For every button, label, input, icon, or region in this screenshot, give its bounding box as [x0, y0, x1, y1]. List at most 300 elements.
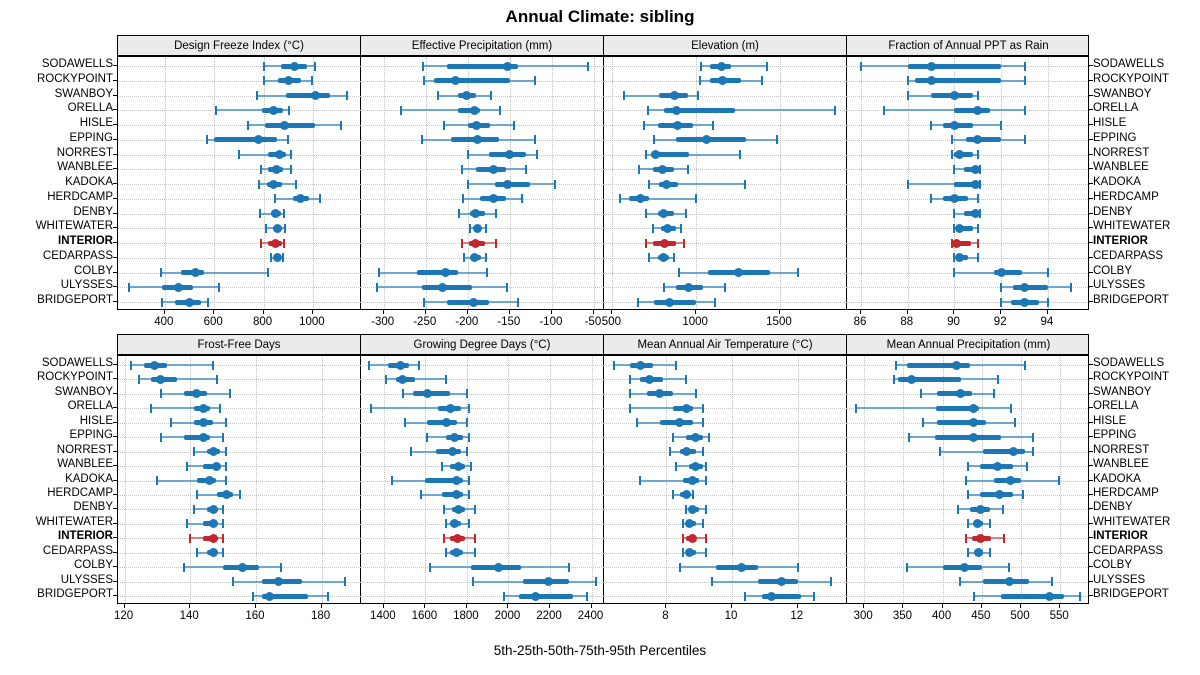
median-dot	[398, 375, 407, 384]
percentile-box-25-75	[935, 435, 1002, 440]
station-label-right: DENBY	[1093, 501, 1133, 514]
station-label-left: EPPING	[69, 131, 113, 144]
plot-strip	[117, 355, 1089, 604]
percentile-box-25-75	[937, 391, 971, 396]
median-dot	[452, 476, 461, 485]
station-label-right: SODAWELLS	[1093, 58, 1165, 70]
median-dot	[472, 121, 481, 130]
median-dot	[651, 150, 660, 159]
whisker-cap-95th	[290, 150, 292, 159]
whisker-cap-5th	[648, 180, 650, 189]
whisker-cap-5th	[973, 592, 975, 601]
figure-title: Annual Climate: sibling	[505, 7, 695, 26]
whisker-cap-95th	[225, 418, 227, 427]
median-dot	[441, 268, 450, 277]
median-dot	[971, 209, 980, 218]
row-gridline	[118, 214, 361, 215]
x-tick	[731, 604, 732, 608]
whisker-cap-95th	[216, 375, 218, 384]
whisker-cap-95th	[445, 375, 447, 384]
median-dot	[645, 375, 654, 384]
median-dot	[531, 592, 540, 601]
whisker-cap-5th	[965, 534, 967, 543]
x-tick-label: 92	[993, 316, 1007, 328]
median-dot	[952, 239, 961, 248]
percentile-range-5-95	[401, 109, 500, 111]
median-dot	[265, 592, 274, 601]
whisker-cap-5th	[860, 62, 862, 71]
median-dot	[423, 389, 432, 398]
x-tick-label: -300	[371, 316, 395, 328]
panel-title-frost-free-days: Frost-Free Days	[118, 335, 361, 354]
panel-header-strip	[117, 334, 1089, 355]
median-dot	[471, 239, 480, 248]
whisker-cap-95th	[761, 76, 763, 85]
median-dot	[544, 577, 553, 586]
station-label-left: INTERIOR	[58, 235, 113, 247]
whisker-cap-5th	[186, 519, 188, 528]
whisker-cap-95th	[766, 62, 768, 71]
whisker-cap-95th	[1008, 563, 1010, 572]
x-tick-label: 800	[252, 316, 273, 328]
station-tick-left	[113, 393, 117, 394]
whisker-cap-95th	[1024, 135, 1026, 144]
whisker-cap-95th	[525, 165, 527, 174]
station-label-right: HISLE	[1093, 117, 1127, 129]
x-tick-label: -250	[413, 316, 437, 328]
median-dot	[450, 433, 459, 442]
station-label-right: ORELLA	[1093, 400, 1139, 413]
whisker-cap-5th	[744, 592, 746, 601]
row-gridline	[361, 394, 604, 395]
whisker-cap-95th	[675, 361, 677, 370]
whisker-cap-95th	[1024, 361, 1026, 370]
whisker-cap-5th	[639, 476, 641, 485]
whisker-cap-95th	[989, 548, 991, 557]
whisker-cap-95th	[474, 548, 476, 557]
whisker-cap-95th	[517, 298, 519, 307]
whisker-cap-95th	[287, 135, 289, 144]
station-label-left: COLBY	[74, 264, 113, 277]
median-dot	[662, 180, 671, 189]
median-dot	[185, 298, 194, 307]
station-label-right: SWANBOY	[1093, 87, 1152, 100]
station-label-left: INTERIOR	[58, 530, 113, 543]
station-tick-left	[113, 465, 117, 466]
x-tick	[321, 604, 322, 608]
row-gridline	[118, 169, 361, 170]
x-tick	[1000, 310, 1001, 314]
median-dot	[927, 76, 936, 85]
row-gridline	[118, 452, 361, 453]
whisker-cap-5th	[638, 165, 640, 174]
x-tick	[665, 604, 666, 608]
whisker-cap-5th	[629, 404, 631, 413]
percentiles-caption: 5th-25th-50th-75th-95th Percentiles	[493, 643, 707, 658]
whisker-cap-95th	[282, 253, 284, 262]
whisker-cap-95th	[797, 563, 799, 572]
whisker-cap-5th	[443, 505, 445, 514]
whisker-cap-5th	[678, 268, 680, 277]
median-dot	[462, 91, 471, 100]
station-tick-left	[113, 422, 117, 423]
whisker-cap-95th	[311, 76, 313, 85]
row-gridline	[847, 302, 1090, 303]
whisker-cap-5th	[238, 150, 240, 159]
station-label-left: HERDCAMP	[47, 486, 113, 499]
whisker-cap-95th	[1026, 462, 1028, 471]
station-label-left: CEDARPASS	[42, 544, 113, 557]
row-gridline	[604, 452, 847, 453]
whisker-cap-95th	[977, 239, 979, 248]
median-dot	[718, 76, 727, 85]
x-tick	[255, 604, 256, 608]
station-label-left: SODAWELLS	[41, 58, 113, 70]
row-gridline	[118, 553, 361, 554]
whisker-cap-95th	[283, 209, 285, 218]
median-dot	[1020, 283, 1029, 292]
whisker-cap-5th	[462, 194, 464, 203]
median-dot	[997, 268, 1006, 277]
station-label-right: ROCKYPOINT	[1093, 72, 1170, 85]
median-dot	[505, 150, 514, 159]
row-gridline	[604, 538, 847, 539]
row-gridline	[118, 437, 361, 438]
x-tick-label: 400	[932, 610, 952, 622]
whisker-cap-5th	[189, 534, 191, 543]
station-label-right: KADOKA	[1093, 472, 1141, 485]
x-tick	[907, 310, 908, 314]
whisker-cap-5th	[957, 505, 959, 514]
x-tick	[425, 310, 426, 314]
whisker-cap-95th	[470, 462, 472, 471]
median-dot	[688, 505, 697, 514]
station-label-right: NORREST	[1093, 443, 1150, 456]
median-dot	[955, 224, 964, 233]
panel-growing-degree-days-c	[361, 356, 604, 603]
whisker-cap-5th	[252, 592, 254, 601]
x-tick-label: -200	[455, 316, 479, 328]
station-tick-left	[113, 451, 117, 452]
median-dot	[1009, 447, 1018, 456]
whisker-cap-5th	[629, 389, 631, 398]
median-dot	[777, 577, 786, 586]
station-tick-left	[113, 198, 117, 199]
median-dot	[737, 563, 746, 572]
station-tick-left	[113, 213, 117, 214]
whisker-cap-5th	[263, 76, 265, 85]
median-dot	[1045, 592, 1054, 601]
whisker-cap-5th	[652, 224, 654, 233]
whisker-cap-5th	[959, 577, 961, 586]
x-tick	[164, 310, 165, 314]
panel-header-strip	[117, 35, 1089, 56]
percentile-box-25-75	[519, 594, 573, 599]
x-tick	[189, 604, 190, 608]
median-dot	[199, 433, 208, 442]
whisker-cap-5th	[907, 76, 909, 85]
median-dot	[927, 62, 936, 71]
median-dot	[192, 389, 201, 398]
panel-title-fraction-of-annual-ppt-as-rain: Fraction of Annual PPT as Rain	[888, 39, 1049, 52]
row-gridline	[118, 423, 361, 424]
percentile-box-25-75	[654, 300, 696, 305]
median-dot	[688, 534, 697, 543]
x-tick-label: 94	[1040, 316, 1054, 328]
median-dot	[973, 135, 982, 144]
row-gridline	[604, 495, 847, 496]
row-gridline	[118, 243, 361, 244]
percentile-box-25-75	[676, 137, 746, 142]
row-gridline	[118, 509, 361, 510]
row-gridline	[118, 302, 361, 303]
whisker-cap-5th	[402, 389, 404, 398]
median-dot	[269, 106, 278, 115]
median-dot	[274, 577, 283, 586]
whisker-cap-95th	[977, 150, 979, 159]
row-gridline	[118, 466, 361, 467]
whisker-cap-95th	[513, 121, 515, 130]
station-label-left: ROCKYPOINT	[36, 72, 113, 85]
median-dot	[950, 121, 959, 130]
whisker-cap-95th	[1079, 592, 1081, 601]
whisker-cap-5th	[370, 404, 372, 413]
station-label-right: WHITEWATER	[1093, 220, 1171, 233]
station-label-left: CEDARPASS	[42, 249, 113, 262]
station-label-right: KADOKA	[1093, 176, 1141, 188]
median-dot	[451, 76, 460, 85]
row-gridline	[118, 66, 361, 67]
whisker-cap-5th	[629, 375, 631, 384]
percentile-box-25-75	[1001, 594, 1064, 599]
row-gridline	[361, 452, 604, 453]
median-dot	[672, 106, 681, 115]
whisker-cap-95th	[468, 433, 470, 442]
x-tick-label: 90	[947, 316, 960, 328]
whisker-cap-5th	[645, 209, 647, 218]
whisker-cap-95th	[1051, 577, 1053, 586]
station-label-right: HISLE	[1093, 414, 1127, 427]
median-dot	[995, 490, 1004, 499]
whisker-cap-95th	[697, 91, 699, 100]
station-label-left: WHITEWATER	[35, 220, 113, 233]
x-tick	[1047, 310, 1048, 314]
median-dot	[396, 361, 405, 370]
whisker-cap-95th	[219, 404, 221, 413]
median-dot	[209, 519, 218, 528]
median-dot	[212, 462, 221, 471]
station-tick-left	[113, 364, 117, 365]
station-tick-left	[113, 124, 117, 125]
whisker-cap-95th	[468, 519, 470, 528]
x-tick-label: 1400	[370, 610, 396, 622]
whisker-cap-5th	[378, 268, 380, 277]
row-gridline	[361, 437, 604, 438]
panel-title-mean-annual-air-temperature-c: Mean Annual Air Temperature (°C)	[604, 335, 847, 354]
median-dot	[199, 404, 208, 413]
whisker-cap-95th	[554, 180, 556, 189]
whisker-cap-5th	[426, 433, 428, 442]
whisker-cap-95th	[692, 490, 694, 499]
whisker-cap-95th	[474, 505, 476, 514]
whisker-cap-95th	[714, 298, 716, 307]
x-tick-label: 86	[853, 316, 867, 328]
whisker-cap-5th	[895, 361, 897, 370]
whisker-cap-5th	[663, 283, 665, 292]
panel-title-elevation-m: Elevation (m)	[604, 36, 847, 55]
station-label-right: ULYSSES	[1093, 573, 1146, 586]
percentile-box-25-75	[966, 137, 1001, 142]
whisker-cap-95th	[225, 462, 227, 471]
x-tick-label: 1600	[411, 610, 438, 622]
panel-mean-annual-precipitation-mm	[847, 356, 1090, 603]
median-dot	[976, 534, 985, 543]
station-label-left: KADOKA	[65, 472, 113, 485]
whisker-cap-5th	[908, 433, 910, 442]
whisker-cap-95th	[977, 253, 979, 262]
whisker-cap-95th	[466, 447, 468, 456]
median-dot	[971, 180, 980, 189]
x-tick-label: 500	[1010, 610, 1030, 622]
median-dot	[470, 106, 479, 115]
whisker-cap-95th	[295, 180, 297, 189]
whisker-cap-95th	[1032, 447, 1034, 456]
station-label-left: DENBY	[73, 501, 113, 514]
whisker-cap-5th	[930, 194, 932, 203]
x-tick	[593, 310, 594, 314]
median-dot	[453, 534, 462, 543]
whisker-cap-5th	[967, 490, 969, 499]
x-tick	[424, 604, 425, 608]
station-label-left: SODAWELLS	[41, 357, 113, 369]
median-dot	[960, 563, 969, 572]
whisker-cap-95th	[813, 592, 815, 601]
x-tick-label: 140	[179, 610, 199, 622]
median-dot	[209, 548, 218, 557]
whisker-cap-95th	[702, 519, 704, 528]
station-tick-left	[113, 552, 117, 553]
x-tick	[1020, 604, 1021, 608]
median-dot	[471, 209, 480, 218]
whisker-cap-95th	[468, 490, 470, 499]
whisker-cap-95th	[319, 194, 321, 203]
whisker-cap-5th	[922, 418, 924, 427]
row-gridline	[604, 437, 847, 438]
whisker-cap-5th	[128, 283, 130, 292]
median-dot	[254, 135, 263, 144]
station-label-right: ULYSSES	[1093, 279, 1146, 292]
row-gridline	[604, 553, 847, 554]
median-dot	[1020, 298, 1029, 307]
whisker-cap-95th	[705, 534, 707, 543]
percentile-box-25-75	[286, 93, 330, 98]
whisker-cap-95th	[346, 91, 348, 100]
median-dot	[659, 253, 668, 262]
median-dot	[691, 433, 700, 442]
median-dot	[271, 239, 280, 248]
median-dot	[271, 209, 280, 218]
x-tick	[1059, 604, 1060, 608]
median-dot	[971, 165, 980, 174]
station-tick-left	[113, 436, 117, 437]
station-label-right: EPPING	[1093, 131, 1137, 144]
whisker-cap-5th	[385, 375, 387, 384]
median-dot	[655, 389, 664, 398]
whisker-cap-95th	[1047, 298, 1049, 307]
whisker-cap-5th	[1000, 298, 1002, 307]
station-label-left: DENBY	[73, 205, 113, 218]
station-label-right: COLBY	[1093, 559, 1132, 572]
whisker-cap-95th	[1070, 283, 1072, 292]
percentile-box-25-75	[495, 182, 530, 187]
whisker-cap-95th	[1058, 476, 1060, 485]
whisker-cap-95th	[1003, 534, 1005, 543]
whisker-cap-95th	[314, 62, 316, 71]
percentile-range-5-95	[386, 378, 446, 380]
percentile-range-5-95	[161, 272, 268, 274]
station-tick-left	[113, 480, 117, 481]
median-dot	[658, 165, 667, 174]
whisker-cap-95th	[534, 76, 536, 85]
whisker-cap-5th	[423, 298, 425, 307]
whisker-cap-5th	[441, 462, 443, 471]
x-tick	[591, 604, 592, 608]
station-tick-left	[113, 378, 117, 379]
whisker-cap-5th	[463, 253, 465, 262]
whisker-cap-5th	[672, 433, 674, 442]
whisker-cap-5th	[376, 283, 378, 292]
x-tick	[695, 310, 696, 314]
x-tick-label: 2200	[536, 610, 562, 622]
x-tick-label: 120	[113, 610, 134, 622]
whisker-cap-5th	[186, 462, 188, 471]
row-gridline	[118, 228, 361, 229]
whisker-cap-5th	[930, 121, 932, 130]
whisker-cap-5th	[1000, 283, 1002, 292]
whisker-cap-5th	[669, 447, 671, 456]
percentile-box-25-75	[434, 78, 510, 83]
whisker-cap-95th	[587, 62, 589, 71]
whisker-cap-5th	[422, 62, 424, 71]
whisker-cap-5th	[967, 548, 969, 557]
row-gridline	[118, 538, 361, 539]
x-tick	[942, 604, 943, 608]
median-dot	[280, 121, 289, 130]
whisker-cap-5th	[953, 209, 955, 218]
panel-title-growing-degree-days-c: Growing Degree Days (°C)	[361, 335, 604, 354]
median-dot	[469, 298, 478, 307]
whisker-cap-95th	[212, 361, 214, 370]
whisker-cap-5th	[421, 135, 423, 144]
station-label-right: WANBLEE	[1093, 458, 1149, 471]
panel-title-design-freeze-index-c: Design Freeze Index (°C)	[118, 36, 361, 55]
x-tick-label: 160	[245, 610, 265, 622]
whisker-cap-95th	[280, 563, 282, 572]
row-gridline	[118, 524, 361, 525]
whisker-cap-95th	[830, 577, 832, 586]
median-dot	[272, 165, 281, 174]
station-label-right: HERDCAMP	[1093, 190, 1159, 203]
panel-fraction-of-annual-ppt-as-rain	[847, 57, 1090, 309]
station-label-left: NORREST	[56, 443, 113, 456]
whisker-cap-5th	[675, 462, 677, 471]
whisker-cap-95th	[288, 106, 290, 115]
whisker-cap-95th	[1002, 505, 1004, 514]
row-gridline	[361, 495, 604, 496]
whisker-cap-95th	[506, 283, 508, 292]
whisker-cap-95th	[222, 534, 224, 543]
median-dot	[311, 91, 320, 100]
